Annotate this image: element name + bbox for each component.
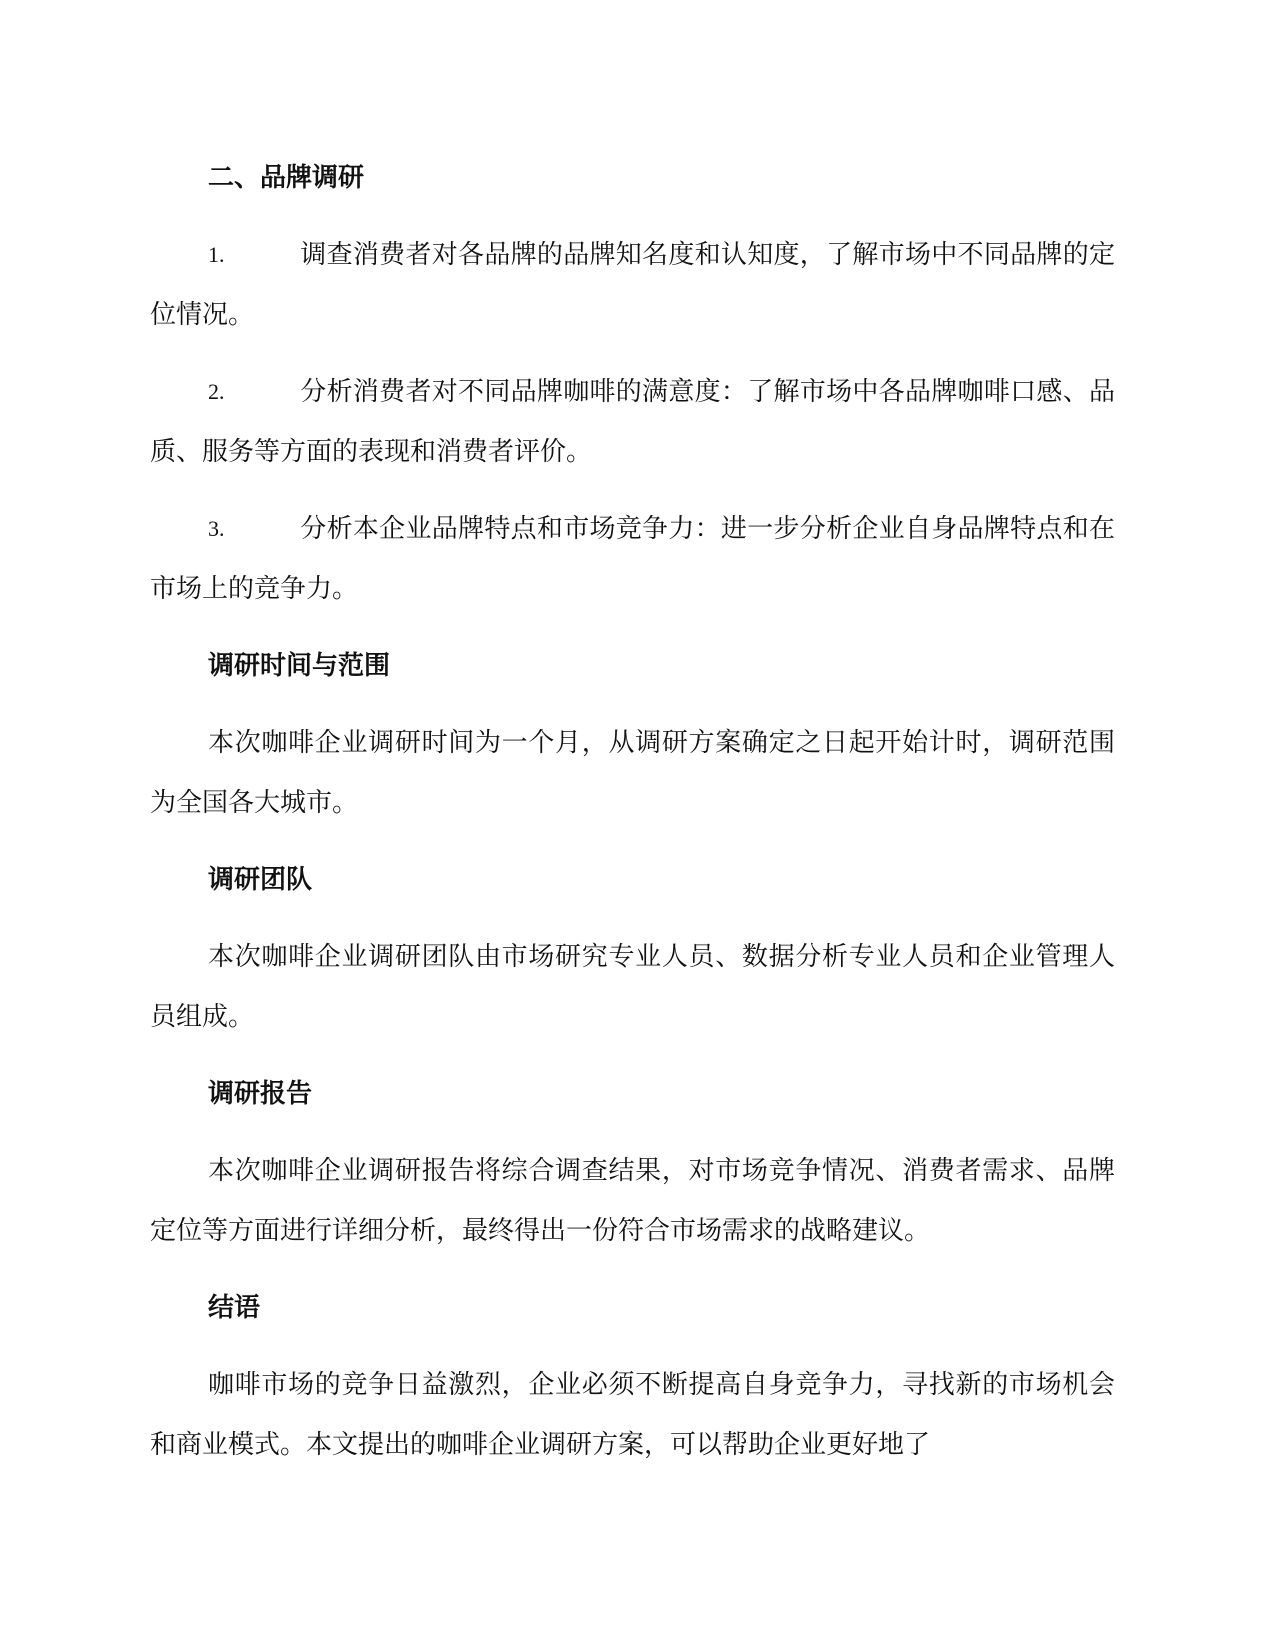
list-item-text: 调查消费者对各品牌的品牌知名度和认知度，了解市场中不同品牌的定位情况。 (150, 240, 1115, 330)
list-item (150, 362, 1115, 482)
section-heading-conclusion: 结语 (208, 1293, 261, 1323)
list-item-text: 分析消费者对不同品牌咖啡的满意度：了解市场中各品牌咖啡口感、品质、服务等方面的表现和消费者评价。 (150, 377, 1115, 467)
list-item (150, 225, 1115, 345)
paragraph-report: 本次咖啡企业调研报告将综合调查结果，对市场竞争情况、消费者需求、品牌定位等方面进行详细分析，最终得出一份符合市场需求的战略建议。 (150, 1156, 1115, 1246)
list-item-number: 1. (208, 242, 225, 267)
list-item-number: 2. (208, 379, 225, 404)
paragraph-conclusion: 咖啡市场的竞争日益激烈，企业必须不断提高自身竞争力，寻找新的市场机会和商业模式。本文提出的咖啡企业调研方案，可以帮助企业更好地了 (150, 1370, 1115, 1460)
list-item (150, 499, 1115, 619)
list-item-number: 3. (208, 516, 225, 541)
section-heading-time-scope: 调研时间与范围 (208, 651, 391, 681)
list-item-text: 分析本企业品牌特点和市场竞争力：进一步分析企业自身品牌特点和在市场上的竞争力。 (150, 514, 1115, 604)
section-heading-report: 调研报告 (208, 1079, 313, 1109)
paragraph-team: 本次咖啡企业调研团队由市场研究专业人员、数据分析专业人员和企业管理人员组成。 (150, 942, 1115, 1032)
section-heading-brand-research: 二、品牌调研 (208, 163, 365, 193)
document-body (150, 148, 1115, 1492)
paragraph-time-scope: 本次咖啡企业调研时间为一个月，从调研方案确定之日起开始计时，调研范围为全国各大城市。 (150, 728, 1115, 818)
section-heading-team: 调研团队 (208, 865, 313, 895)
